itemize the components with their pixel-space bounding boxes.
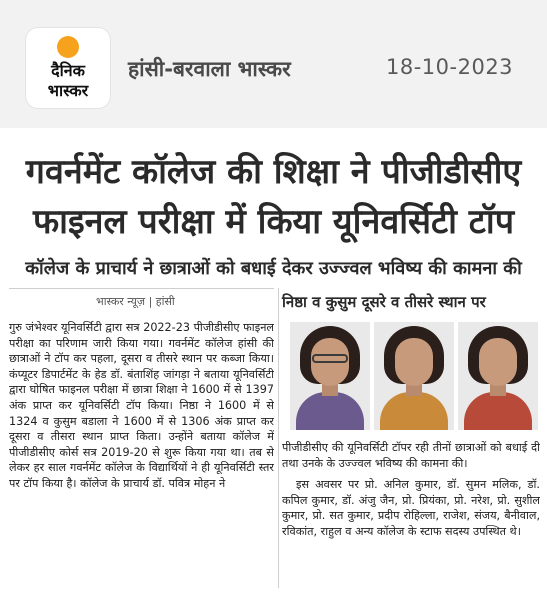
- edition-name: हांसी-बरवाला भास्कर: [128, 57, 291, 81]
- publication-date: 18-10-2023: [386, 55, 514, 79]
- student-photo: [374, 322, 454, 430]
- article-body-left: [9, 320, 274, 590]
- student-photo: [290, 322, 370, 430]
- glasses-icon: [312, 354, 348, 363]
- logo-text-line1: दैनिक: [51, 61, 85, 80]
- logo-text-line2: भास्कर: [47, 81, 89, 100]
- headline-line-2: फाइनल परीक्षा में किया यूनिवर्सिटी टॉप: [32, 202, 515, 242]
- headline-line-1: गवर्नमेंट कॉलेज की शिक्षा ने पीजीडीसीए: [25, 152, 522, 192]
- edition-header: [0, 0, 547, 128]
- body-paragraph: इस अवसर पर प्रो. अनिल कुमार, डॉ. सुमन मलिक, डॉ. कपिल कुमार, डॉ. अंजु जैन, प्रो. प्रियंका, प्रो. नरेश, प्रो. सुशील कुमार, प्रो. सत कुमार, प्रदीप रोहिल्ला, राजेश, संजय, बैनीवाल, रविकांत, राहुल व अन्य कॉलेज के स्टाफ सदस्य उपस्थित थे।: [282, 478, 540, 538]
- byline: भास्कर न्यूज़ | हांसी: [96, 295, 175, 308]
- body-paragraph: पीजीडीसीए की यूनिवर्सिटी टॉपर रही तीनों छात्राओं को बधाई दी तथा उनके के उज्ज्वल भविष्य की कामना की।: [282, 441, 540, 470]
- student-photos: [282, 322, 542, 432]
- side-heading: निष्ठा व कुसुम दूसरे व तीसरे स्थान पर: [282, 293, 486, 311]
- divider-left: [9, 288, 274, 289]
- column-divider: [278, 288, 279, 588]
- subheadline: कॉलेज के प्राचार्य ने छात्राओं को बधाई देकर उज्ज्वल भविष्य की कामना की: [25, 258, 522, 279]
- sun-icon: [57, 36, 79, 58]
- article-body-right: [282, 440, 540, 590]
- dainik-bhaskar-logo: [26, 28, 110, 108]
- body-paragraph: गुरु जंभेश्वर यूनिवर्सिटी द्वारा सत्र 2022-23 पीजीडीसीए फाइनल परीक्षा का परिणाम जारी किया गया। गवर्नमेंट कॉलेज हांसी की छात्राओं ने टॉप कर पहला, दूसरा व तीसरे स्थान पर कब्जा किया। कंप्यूटर डिपार्टमेंट के हेड डॉ. बंताशिंह जांगड़ा ने बताया यूनिवर्सिटी द्वारा घोषित फाइनल परीक्षा में छात्रा शिक्षा ने 1600 में से 1397 अंक प्राप्त कर यूनिवर्सिटी टॉप किया। निष्ठा ने 1600 में से 1324 व कुसुम बडाला ने 1600 में से 1306 अंक प्राप्त कर दूसरा व तीसरा स्थान प्राप्त किता। उन्होंने बताया कॉलेज में पीजीडीसीए कोर्स सत्र 2019-20 से शुरू किया गया था। तब से लेकर हर साल गवर्नमेंट कॉलेज के विद्यार्थियों ने ही यूनिवर्सिटी स्तर पर टॉप किया है। कॉलेज के प्राचार्य डॉ. पवित्र मोहन ने: [9, 321, 274, 490]
- student-photo: [458, 322, 538, 430]
